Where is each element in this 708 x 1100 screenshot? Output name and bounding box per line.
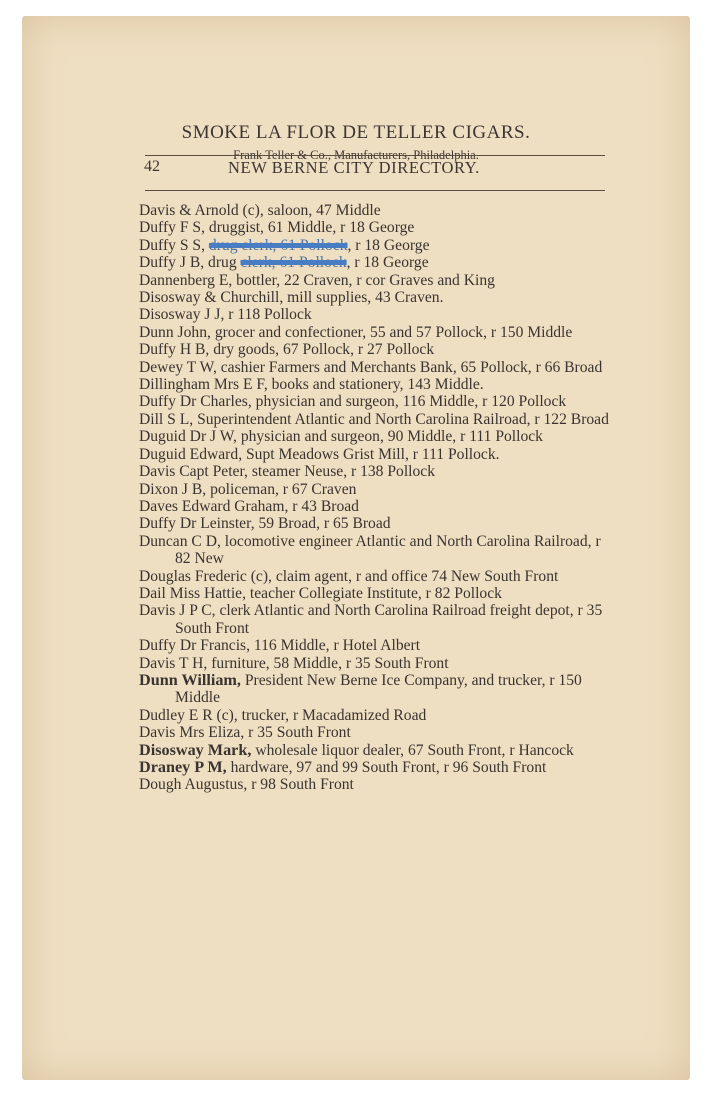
- entry-text: , r 98 South Front: [243, 776, 354, 794]
- entry-text: , clerk Atlantic and North Carolina Railroad freight depot, r 35 South Front: [175, 602, 603, 637]
- directory-entry: [139, 428, 613, 445]
- entry-text: , r 43 Broad: [284, 497, 359, 515]
- entry-text: , physician and surgeon, 90 Middle, r 111 Pollock: [233, 428, 543, 446]
- directory-entry: [139, 724, 613, 741]
- header-rule-bottom: [145, 190, 605, 191]
- directory-entry: [139, 254, 613, 271]
- entry-text: , teacher Collegiate Institute, r 82 Pollock: [242, 584, 502, 602]
- struck-through-text: drug clerk, 61 Pollock: [208, 236, 348, 254]
- directory-entry: [139, 533, 613, 568]
- directory-entry: [139, 776, 613, 793]
- entry-name: Daves Edward Graham: [139, 497, 285, 515]
- directory-entry: [139, 306, 613, 323]
- entry-text: (c), claim agent, r and office 74 New South Front: [246, 567, 559, 585]
- entry-text: , grocer and confectioner, 55 and 57 Pollock, r 150 Middle: [207, 323, 573, 341]
- directory-entry: [139, 341, 613, 358]
- directory-entry: [139, 202, 613, 219]
- directory-entries: [139, 202, 613, 794]
- entry-name: Dough Augustus: [139, 776, 244, 794]
- directory-entry: [139, 463, 613, 480]
- directory-entry: [139, 585, 613, 602]
- directory-entry: [139, 446, 613, 463]
- entry-name: Duncan C D: [139, 532, 217, 550]
- entry-text: wholesale liquor dealer, 67 South Front, r Hancock: [251, 741, 574, 759]
- entry-text: , 116 Middle, r Hotel Albert: [246, 637, 421, 655]
- advertisement-title: SMOKE LA FLOR DE TELLER CIGARS.: [181, 122, 531, 143]
- entry-text-after: , r 18 George: [346, 254, 429, 272]
- entry-name: Duffy J B: [139, 254, 201, 272]
- entry-name: Duguid Dr J W: [139, 428, 234, 446]
- entry-text: , furniture, 58 Middle, r 35 South Front: [203, 654, 449, 672]
- entry-text: , dry goods, 67 Pollock, r 27 Pollock: [205, 341, 435, 359]
- directory-entry: [139, 219, 613, 236]
- entry-text: , r 118 Pollock: [220, 306, 312, 324]
- directory-entry: [139, 289, 613, 306]
- entry-name: Duffy Dr Leinster: [139, 515, 251, 533]
- directory-entry: [139, 707, 613, 724]
- directory-entry: [139, 237, 613, 254]
- entry-text: , locomotive engineer Atlantic and North Carolina Railroad, r 82 New: [175, 532, 601, 568]
- directory-entry: [139, 411, 613, 428]
- entry-name: Dill S L: [139, 410, 190, 428]
- entry-name: Dixon J B: [139, 480, 203, 498]
- directory-entry: [139, 637, 613, 654]
- entry-name: Duffy H B: [139, 341, 206, 359]
- entry-text: , books and stationery, 143 Middle.: [263, 376, 484, 394]
- entry-name: Davis & Arnold: [139, 202, 239, 219]
- entry-name: Dunn William,: [139, 670, 241, 689]
- directory-entry: [139, 481, 613, 498]
- running-title: NEW BERNE CITY DIRECTORY.: [228, 158, 480, 177]
- entry-text: , bottler, 22 Craven, r cor Graves and King: [228, 271, 495, 289]
- entry-text: , policeman, r 67 Craven: [202, 480, 357, 498]
- entry-text: , druggist, 61 Middle, r 18 George: [201, 219, 415, 237]
- entry-name: Dail Miss Hattie: [139, 584, 243, 602]
- entry-text: , cashier Farmers and Merchants Bank, 65 Pollock, r 66 Broad: [212, 358, 603, 376]
- directory-entry: [139, 602, 613, 637]
- entry-name: Dudley E R: [139, 706, 213, 724]
- entry-text: , 59 Broad, r 65 Broad: [250, 515, 391, 533]
- entry-name: Disosway & Churchill: [139, 289, 280, 307]
- directory-entry: [139, 759, 613, 776]
- struck-through-text: clerk, 61 Pollock: [240, 254, 347, 272]
- directory-entry: [139, 742, 613, 759]
- entry-name: Draney P M,: [139, 758, 227, 776]
- entry-text: , mill supplies, 43 Craven.: [279, 289, 444, 307]
- entry-name: Davis J P C: [139, 602, 212, 620]
- entry-text: , Supt Meadows Grist Mill, r 111 Pollock.: [238, 445, 500, 463]
- entry-text: hardware, 97 and 99 South Front, r 96 South Front: [226, 759, 547, 776]
- entry-name: Davis Capt Peter: [139, 463, 245, 481]
- entry-name: Davis T H: [139, 654, 204, 672]
- entry-name: Dillingham Mrs E F: [139, 376, 264, 394]
- entry-name: Duffy S S: [139, 236, 202, 254]
- entry-name: Duffy Dr Charles: [139, 393, 248, 411]
- entry-name: Duffy Dr Francis: [139, 637, 247, 655]
- directory-entry: [139, 515, 613, 532]
- entry-name: Davis Mrs Eliza: [139, 724, 241, 742]
- directory-entry: [139, 498, 613, 515]
- directory-entry: [139, 272, 613, 289]
- directory-entry: [139, 359, 613, 376]
- entry-text: , Superintendent Atlantic and North Carolina Railroad, r 122 Broad: [189, 410, 609, 428]
- entry-text: (c), saloon, 47 Middle: [238, 202, 381, 219]
- directory-entry: [139, 568, 613, 585]
- entry-name: Disosway Mark,: [139, 740, 252, 759]
- entry-name: Dunn John: [139, 323, 208, 341]
- directory-entry: [139, 376, 613, 393]
- directory-entry: [139, 324, 613, 341]
- entry-name: Douglas Frederic: [139, 567, 247, 585]
- entry-name: Duffy F S: [139, 219, 202, 237]
- directory-entry: [139, 655, 613, 672]
- entry-name: Duguid Edward: [139, 445, 239, 463]
- entry-text: ,: [201, 236, 209, 254]
- header-rule-top: [145, 155, 605, 156]
- entry-name: Dewey T W: [139, 358, 213, 376]
- entry-text-after: , r 18 George: [347, 236, 430, 254]
- directory-entry: [139, 672, 613, 707]
- entry-text: , steamer Neuse, r 138 Pollock: [244, 463, 436, 481]
- advertisement-subtitle: Frank Teller & Co., Manufacturers, Philadelphia.: [233, 148, 479, 162]
- entry-text: President New Berne Ice Company, and trucker, r 150 Middle: [175, 671, 582, 707]
- entry-text: , physician and surgeon, 116 Middle, r 120 Pollock: [247, 393, 567, 411]
- entry-name: Dannenberg E: [139, 271, 229, 289]
- directory-entry: [139, 393, 613, 410]
- entry-name: Disosway J J: [139, 306, 221, 324]
- entry-text: , r 35 South Front: [240, 724, 351, 742]
- page-number: 42: [144, 158, 160, 175]
- entry-text: , drug: [200, 254, 241, 272]
- entry-text: (c), trucker, r Macadamized Road: [212, 706, 427, 724]
